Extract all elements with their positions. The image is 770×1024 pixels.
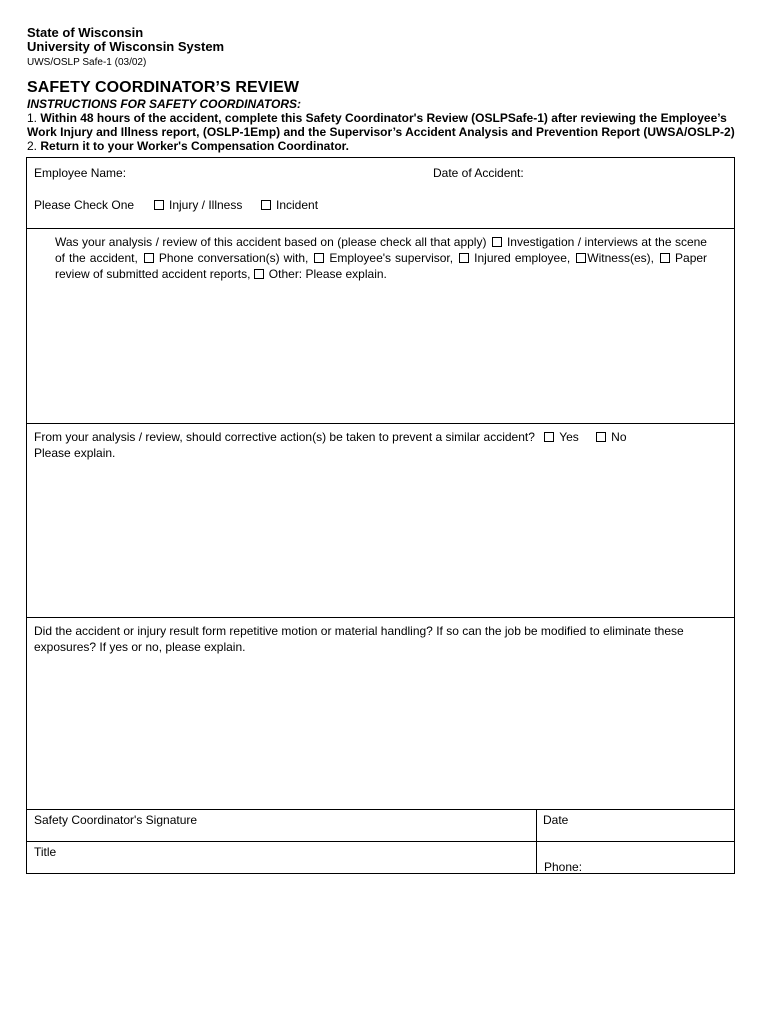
other-checkbox[interactable] xyxy=(254,269,264,279)
date-of-accident-label: Date of Accident: xyxy=(433,166,524,180)
injury-illness-checkbox[interactable] xyxy=(154,200,164,210)
repetitive-question-line-2: exposures? If yes or no, please explain. xyxy=(34,640,246,654)
university-system-name: University of Wisconsin System xyxy=(27,39,225,54)
instruction-2-text: Return it to your Worker's Compensation Coordinator. xyxy=(40,139,350,153)
witness-label: Witness(es), xyxy=(587,251,654,265)
witness-checkbox[interactable] xyxy=(576,253,586,263)
repetitive-question-line-1: Did the accident or injury result form repetitive motion or material handling? If so can the job be modified to eliminate these xyxy=(34,624,684,638)
phone-label: Phone: xyxy=(544,860,583,874)
corrective-yes-checkbox[interactable] xyxy=(544,432,554,442)
instruction-2 xyxy=(27,139,742,153)
investigation-checkbox[interactable] xyxy=(492,237,502,247)
injury-illness-label: Injury / Illness xyxy=(169,198,243,212)
phone-conversation-label: Phone conversation(s) with, xyxy=(158,251,309,265)
divider xyxy=(27,228,734,229)
date-label: Date xyxy=(543,813,569,827)
corrective-yes-label: Yes xyxy=(559,430,579,444)
instruction-1-text: Within 48 hours of the accident, complete this Safety Coordinator's Review (OSLPSafe-1) after reviewing the Employee’s Work Injury and Illness report, (OSLP-1Emp) and the Supervisor’s Accident Analysis and Prevention Report (UWSA/OSLP-2) xyxy=(27,111,735,139)
instructions-heading: INSTRUCTIONS FOR SAFETY COORDINATORS: xyxy=(27,97,302,111)
other-label: Other: Please explain. xyxy=(268,267,387,281)
divider xyxy=(27,423,734,424)
injured-employee-label: Injured employee, xyxy=(474,251,571,265)
incident-checkbox[interactable] xyxy=(261,200,271,210)
divider xyxy=(27,617,734,618)
form-id: UWS/OSLP Safe-1 (03/02) xyxy=(27,57,147,68)
investigation-label-cont: accident, xyxy=(89,251,138,265)
instruction-2-number: 2. xyxy=(27,139,38,153)
corrective-explain-label: Please explain. xyxy=(34,446,116,460)
injured-employee-checkbox[interactable] xyxy=(459,253,469,263)
divider xyxy=(27,841,734,842)
analysis-question xyxy=(55,234,707,282)
incident-option[interactable] xyxy=(261,197,318,213)
analysis-intro: Was your analysis / review of this accident based on (please check all that apply) xyxy=(55,235,487,249)
page-title: SAFETY COORDINATOR’S REVIEW xyxy=(27,79,300,96)
injury-illness-option[interactable] xyxy=(154,197,242,213)
corrective-no-label: No xyxy=(611,430,627,444)
state-name: State of Wisconsin xyxy=(27,25,144,40)
paper-review-label-cont: submitted accident reports, xyxy=(106,267,251,281)
review-form xyxy=(26,157,735,874)
paper-review-label: Paper review of xyxy=(55,251,708,281)
signature-label: Safety Coordinator's Signature xyxy=(34,813,198,827)
supervisor-checkbox[interactable] xyxy=(314,253,324,263)
title-label: Title xyxy=(34,845,57,859)
corrective-question-text: From your analysis / review, should corrective action(s) be taken to prevent a similar accident? xyxy=(34,430,535,444)
investigation-label: Investigation / interviews at the scene of the xyxy=(55,235,707,265)
form-header xyxy=(27,26,742,153)
divider xyxy=(27,809,734,810)
instruction-1-number: 1. xyxy=(27,111,38,125)
supervisor-label: Employee's supervisor, xyxy=(329,251,454,265)
check-one-label: Please Check One xyxy=(34,198,135,212)
instruction-1 xyxy=(27,111,742,139)
employee-name-label: Employee Name: xyxy=(34,166,127,180)
paper-review-checkbox[interactable] xyxy=(660,253,670,263)
corrective-no-checkbox[interactable] xyxy=(596,432,606,442)
incident-label: Incident xyxy=(276,198,319,212)
phone-conversation-checkbox[interactable] xyxy=(144,253,154,263)
corrective-question xyxy=(34,429,627,445)
